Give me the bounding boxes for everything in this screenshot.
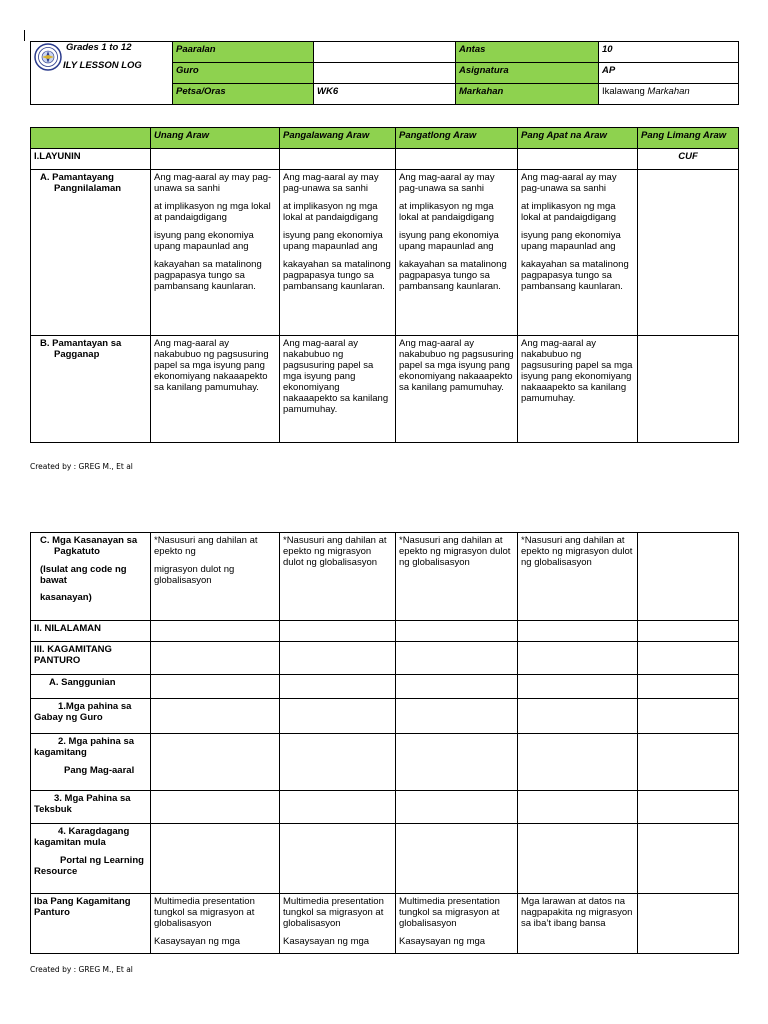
cell-r1-3[interactable]: [396, 699, 518, 734]
cell-nilalaman-5[interactable]: [638, 621, 739, 642]
day-header-3: Pangatlong Araw: [396, 128, 518, 149]
cell-b-3[interactable]: Ang mag-aaral ay nakabubuo ng pagsusuring papel sa mga isyung pang ekonomiyang nakaaapekto sa kanilang pamumuhay.: [396, 336, 518, 443]
markahan-ordinal: Ikalawang: [602, 86, 648, 97]
cell-paragraph: migrasyon dulot ng globalisasyon: [154, 564, 235, 586]
cell-paragraph: Pang Mag-aaral: [64, 765, 135, 776]
cell-sanggunian-3[interactable]: [396, 675, 518, 699]
row-label-pamantayang-pangnilalaman: [31, 170, 151, 336]
cell-kagamitan-1[interactable]: [151, 642, 280, 675]
footer-credit-1: Created by : GREG M., Et al: [30, 462, 133, 471]
cell-paragraph: at implikasyon ng mga lokal at pandaigdigang: [283, 201, 379, 223]
cell-r4-3[interactable]: [396, 824, 518, 894]
cell-paragraph: Kasaysayan ng mga: [399, 936, 486, 947]
cell-paragraph: Multimedia presentation tungkol sa migrasyon at globalisasyon: [283, 896, 384, 929]
label-antas: Antas: [456, 42, 599, 63]
row-label-kagamitang-mag-aaral: [31, 734, 151, 791]
cell-layunin-2[interactable]: [280, 149, 396, 170]
cell-kagamitan-5[interactable]: [638, 642, 739, 675]
cell-iba-3[interactable]: [396, 894, 518, 954]
cell-iba-5[interactable]: [638, 894, 739, 954]
cell-nilalaman-4[interactable]: [518, 621, 638, 642]
cell-sanggunian-1[interactable]: [151, 675, 280, 699]
cell-paragraph: *Nasusuri ang dahilan at epekto ng: [154, 535, 258, 557]
label-line-1: A. Pamantayang: [40, 172, 114, 183]
cell-sanggunian-2[interactable]: [280, 675, 396, 699]
cell-c-1[interactable]: [151, 533, 280, 621]
cell-paragraph: isyung pang ekonomiya upang mapaunlad ang: [283, 230, 383, 252]
row-label-kagamitang-panturo: III. KAGAMITANG PANTURO: [31, 642, 151, 675]
day-header-blank: [31, 128, 151, 149]
cell-layunin-5[interactable]: CUF: [638, 149, 739, 170]
cell-b-2[interactable]: Ang mag-aaral ay nakabubuo ng pagsusuring papel sa mga isyung pang ekonomiyang nakaaapekto sa kanilang pamumuhay.: [280, 336, 396, 443]
cell-paragraph: C. Mga Kasanayan sa: [40, 535, 138, 546]
cell-c-3[interactable]: *Nasusuri ang dahilan at epekto ng migrasyon dulot ng globalisasyon: [396, 533, 518, 621]
day-header-1: Unang Araw: [151, 128, 280, 149]
label-line-2: Pagganap: [54, 349, 100, 360]
cell-paragraph: Ang mag-aaral ay may pag-unawa sa sanhi: [399, 172, 495, 194]
footer-credit-2: Created by : GREG M., Et al: [30, 965, 133, 974]
cell-nilalaman-2[interactable]: [280, 621, 396, 642]
cell-paragraph: at implikasyon ng mga lokal at pandaigdigang: [521, 201, 617, 223]
cell-r3-2[interactable]: [280, 791, 396, 824]
cell-kagamitan-4[interactable]: [518, 642, 638, 675]
cell-r3-3[interactable]: [396, 791, 518, 824]
cell-paragraph: Ang mag-aaral ay may pag-unawa sa sanhi: [521, 172, 617, 194]
cell-paragraph: isyung pang ekonomiya upang mapaunlad ang: [521, 230, 621, 252]
cell-r2-2[interactable]: [280, 734, 396, 791]
value-guro[interactable]: [314, 63, 456, 84]
label-guro: Guro: [173, 63, 314, 84]
cell-a-4[interactable]: [518, 170, 638, 336]
cell-paragraph: at implikasyon ng mga lokal at pandaigdigang: [399, 201, 495, 223]
cell-sanggunian-4[interactable]: [518, 675, 638, 699]
label-markahan: Markahan: [456, 84, 599, 105]
cell-paragraph: Ang mag-aaral ay may pag-unawa sa sanhi: [154, 172, 272, 194]
value-asignatura[interactable]: AP: [599, 63, 739, 84]
cell-paragraph: Multimedia presentation tungkol sa migrasyon at globalisasyon: [399, 896, 500, 929]
row-label-pamantayan-sa-pagganap: [31, 336, 151, 443]
cell-r4-2[interactable]: [280, 824, 396, 894]
cell-layunin-4[interactable]: [518, 149, 638, 170]
cell-a-3[interactable]: [396, 170, 518, 336]
value-antas[interactable]: 10: [599, 42, 739, 63]
cell-iba-1[interactable]: [151, 894, 280, 954]
cell-a-5[interactable]: [638, 170, 739, 336]
row-label-nilalaman: II. NILALAMAN: [31, 621, 151, 642]
day-header-4: Pang Apat na Araw: [518, 128, 638, 149]
cell-r1-1[interactable]: [151, 699, 280, 734]
cell-c-4[interactable]: *Nasusuri ang dahilan at epekto ng migrasyon dulot ng globalisasyon: [518, 533, 638, 621]
cell-r2-5[interactable]: [638, 734, 739, 791]
cell-c-2[interactable]: *Nasusuri ang dahilan at epekto ng migrasyon dulot ng globalisasyon: [280, 533, 396, 621]
cell-r4-4[interactable]: [518, 824, 638, 894]
cell-paragraph: (Isulat ang code ng bawat: [40, 564, 127, 586]
cell-paragraph: 4. Karagdagang kagamitan mula: [34, 826, 130, 848]
lesson-log-title: ILY LESSON LOG: [63, 60, 142, 71]
cell-paragraph: Multimedia presentation tungkol sa migrasyon at globalisasyon: [154, 896, 255, 929]
row-label-teksbuk: 3. Mga Pahina sa Teksbuk: [31, 791, 151, 824]
label-petsa-oras: Petsa/Oras: [173, 84, 314, 105]
cell-b-4[interactable]: Ang mag-aaral ay nakabubuo ng pagsusuring papel sa mga isyung pang ekonomiyang nakaaapekto sa kanilang pamumuhay.: [518, 336, 638, 443]
cell-iba-2[interactable]: [280, 894, 396, 954]
cell-iba-4[interactable]: Mga larawan at datos na nagpapakita ng migrasyon sa iba’t ibang bansa: [518, 894, 638, 954]
cell-nilalaman-3[interactable]: [396, 621, 518, 642]
cell-c-5[interactable]: [638, 533, 739, 621]
cell-r3-1[interactable]: [151, 791, 280, 824]
value-paaralan[interactable]: [314, 42, 456, 63]
cell-r1-2[interactable]: [280, 699, 396, 734]
cell-r4-1[interactable]: [151, 824, 280, 894]
cell-paragraph: Pagkatuto: [54, 546, 100, 557]
cell-b-5[interactable]: [638, 336, 739, 443]
cell-kagamitan-3[interactable]: [396, 642, 518, 675]
label-paaralan: Paaralan: [173, 42, 314, 63]
cell-paragraph: Kasaysayan ng mga: [154, 936, 241, 947]
cell-paragraph: at implikasyon ng mga lokal at pandaigdigang: [154, 201, 271, 223]
cell-r1-5[interactable]: [638, 699, 739, 734]
row-label-sanggunian: A. Sanggunian: [31, 675, 151, 699]
markahan-word: Markahan: [647, 86, 690, 97]
cell-paragraph: 2. Mga pahina sa kagamitang: [34, 736, 135, 758]
cell-paragraph: kasanayan): [40, 592, 92, 603]
cell-r2-4[interactable]: [518, 734, 638, 791]
cell-paragraph: Ang mag-aaral ay may pag-unawa sa sanhi: [283, 172, 379, 194]
cell-a-2[interactable]: [280, 170, 396, 336]
row-label-kasanayan: [31, 533, 151, 621]
cell-layunin-3[interactable]: [396, 149, 518, 170]
cell-paragraph: kakayahan sa matalinong pagpapasya tungo sa pambansang kaunlaran.: [521, 259, 629, 292]
row-label-gabay-guro: 1.Mga pahina sa Gabay ng Guro: [31, 699, 151, 734]
value-petsa-oras[interactable]: WK6: [314, 84, 456, 105]
cell-r2-3[interactable]: [396, 734, 518, 791]
day-header-2: Pangalawang Araw: [280, 128, 396, 149]
cell-paragraph: kakayahan sa matalinong pagpapasya tungo sa pambansang kaunlaran.: [399, 259, 507, 292]
cell-r3-4[interactable]: [518, 791, 638, 824]
row-label-iba-pang-kagamitan: Iba Pang Kagamitang Panturo: [31, 894, 151, 954]
cell-kagamitan-2[interactable]: [280, 642, 396, 675]
label-line-1: B. Pamantayan sa: [40, 338, 122, 349]
cell-paragraph: Kasaysayan ng mga: [283, 936, 370, 947]
cell-r4-5[interactable]: [638, 824, 739, 894]
text-cursor: [24, 30, 25, 41]
cell-r3-5[interactable]: [638, 791, 739, 824]
cell-paragraph: kakayahan sa matalinong pagpapasya tungo sa pambansang kaunlaran.: [154, 259, 262, 292]
cell-paragraph: kakayahan sa matalinong pagpapasya tungo sa pambansang kaunlaran.: [283, 259, 391, 292]
cell-paragraph: Portal ng Learning Resource: [34, 855, 144, 877]
cell-sanggunian-5[interactable]: [638, 675, 739, 699]
cell-paragraph: isyung pang ekonomiya upang mapaunlad ang: [399, 230, 499, 252]
cell-layunin-1[interactable]: [151, 149, 280, 170]
label-line-2: Pangnilalaman: [54, 183, 122, 194]
lesson-table-2: [30, 532, 739, 954]
cell-r1-4[interactable]: [518, 699, 638, 734]
row-label-layunin: I.LAYUNIN: [31, 149, 151, 170]
row-label-karagdagang-kagamitan: [31, 824, 151, 894]
cell-b-1[interactable]: Ang mag-aaral ay nakabubuo ng pagsusuring papel sa mga isyung pang ekonomiyang nakaaapekto sa kanilang pamumuhay.: [151, 336, 280, 443]
grades-title: Grades 1 to 12: [66, 42, 132, 53]
cell-nilalaman-1[interactable]: [151, 621, 280, 642]
cell-r2-1[interactable]: [151, 734, 280, 791]
header-table: [30, 41, 739, 105]
cell-paragraph: isyung pang ekonomiya upang mapaunlad ang: [154, 230, 254, 252]
lesson-table-1: [30, 127, 739, 443]
deped-seal-icon: [34, 43, 62, 71]
value-markahan[interactable]: [599, 84, 739, 105]
cell-a-1[interactable]: [151, 170, 280, 336]
day-header-5: Pang Limang Araw: [638, 128, 739, 149]
label-asignatura: Asignatura: [456, 63, 599, 84]
